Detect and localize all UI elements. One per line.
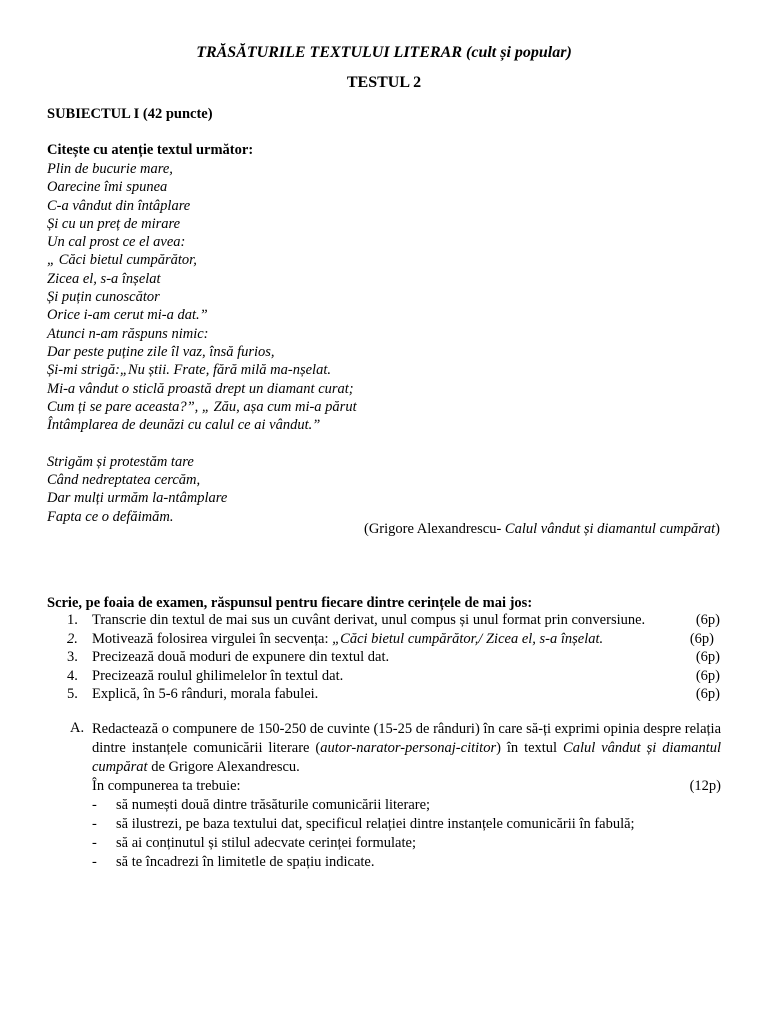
source-end: ) bbox=[715, 521, 720, 537]
bullet-text: să numești două dintre trăsăturile comunicării literare; bbox=[116, 797, 431, 813]
list-item bbox=[70, 853, 721, 872]
list-item bbox=[70, 796, 721, 815]
reading-instruction: Citește cu atenție textul următor: bbox=[47, 142, 254, 158]
source-title: Calul vândut și diamantul cumpărat bbox=[504, 521, 716, 537]
item-text: Explică, în 5-6 rânduri, morala fabulei. bbox=[92, 686, 319, 702]
requirements-heading: Scrie, pe foaia de examen, răspunsul pentru fiecare dintre cerințele de mai jos: bbox=[47, 595, 533, 611]
item-number: 3. bbox=[67, 649, 78, 665]
poem-line: Fapta ce o defăimăm. bbox=[47, 508, 174, 525]
poem-line: Cum ți se pare aceasta?”, „ Zău, așa cum mi-a părut bbox=[47, 398, 357, 415]
item-text: Motivează folosirea virgulei în secvența: „Căci bietul cumpărător,/ Zicea el, s-a înșelat. bbox=[92, 630, 604, 647]
poem-line: Întâmplarea de deunăzi cu calul ce ai vândut.” bbox=[47, 417, 321, 434]
poem-line: Un cal prost ce el avea: bbox=[47, 234, 186, 251]
poem-line: Plin de bucurie mare, bbox=[47, 161, 173, 177]
poem-line: Când nedreptatea cercăm, bbox=[47, 472, 201, 489]
item-points: (6p) bbox=[695, 667, 720, 684]
poem-line: Și cu un preț de mirare bbox=[47, 215, 181, 232]
poem-line: Mi-a vândut o sticlă proastă drept un diamant curat; bbox=[47, 380, 354, 397]
dash: - bbox=[92, 835, 97, 851]
item-points: (6p) bbox=[689, 630, 714, 647]
poem-line: Dar mulți urmăm la-ntâmplare bbox=[47, 490, 228, 507]
section-heading: SUBIECTUL I (42 puncte) bbox=[47, 106, 213, 122]
poem-line: Strigăm și protestăm tare bbox=[47, 453, 194, 470]
page-title: TRĂSĂTURILE TEXTULUI LITERAR (cult și popular) bbox=[196, 44, 572, 61]
item-points: (6p) bbox=[695, 686, 720, 702]
dash: - bbox=[92, 797, 97, 813]
list-item bbox=[70, 815, 721, 834]
task-letter: A. bbox=[70, 720, 85, 736]
poem-line: Orice i-am cerut mi-a dat.” bbox=[47, 307, 208, 324]
item-text: Precizează două moduri de expunere din textul dat. bbox=[92, 649, 390, 665]
item-number: 4. bbox=[67, 667, 78, 684]
criteria-label: În compunerea ta trebuie: bbox=[92, 778, 241, 794]
source-author: (Grigore Alexandrescu- bbox=[363, 521, 502, 537]
poem-text bbox=[47, 160, 357, 526]
item-number: 2. bbox=[67, 630, 78, 647]
list-item bbox=[47, 630, 720, 649]
list-item bbox=[70, 834, 721, 853]
poem-line: C-a vândut din întâplare bbox=[47, 197, 191, 214]
bullet-text: să te încadrezi în limitetle de spațiu indicate. bbox=[116, 854, 375, 870]
poem-source bbox=[364, 521, 720, 538]
poem-line: Oarecine îmi spunea bbox=[47, 179, 168, 196]
poem-line: Și puțin cunoscător bbox=[47, 289, 160, 306]
dash: - bbox=[92, 854, 97, 870]
item-points: (6p) bbox=[695, 612, 720, 628]
list-item bbox=[47, 667, 720, 686]
criteria-row bbox=[92, 777, 721, 796]
poem-line: Dar peste puține zile îl vaz, însă furios, bbox=[47, 343, 275, 360]
list-item bbox=[47, 685, 720, 704]
test-number: TESTUL 2 bbox=[346, 74, 422, 91]
item-number: 5. bbox=[67, 686, 78, 702]
bullet-text: să ai conținutul și stilul adecvate cerinței formulate; bbox=[116, 835, 416, 851]
poem-line: Și-mi strigă:„Nu știi. Frate, fără milă ma-nșelat. bbox=[47, 362, 331, 379]
item-number: 1. bbox=[67, 612, 78, 628]
bullet-text: să ilustrezi, pe baza textului dat, specificul relației dintre instanțele comunicării în fabulă; bbox=[116, 816, 635, 832]
list-item bbox=[47, 648, 720, 667]
item-text: Precizează roulul ghilimelelor în textul dat. bbox=[92, 667, 344, 684]
item-text: Transcrie din textul de mai sus un cuvânt derivat, unul compus și unul format prin conversiune. bbox=[92, 612, 646, 628]
dash: - bbox=[92, 816, 97, 832]
composition-prompt: Redactează o compunere de 150-250 de cuvinte (15-25 de rânduri) în care să-ți exprimi opinia despre relația dintre instanțele comunicării literare (autor-narator-personaj-cititor) în textul Calul vândut și diamantul cumpărat de Grigore Alexandrescu. bbox=[92, 721, 722, 775]
poem-line: Atunci n-am răspuns nimic: bbox=[47, 325, 209, 342]
criteria-points: (12p) bbox=[689, 778, 721, 794]
poem-line: „ Căci bietul cumpărător, bbox=[47, 252, 197, 269]
list-item bbox=[47, 611, 720, 630]
poem-line: Zicea el, s-a înșelat bbox=[47, 270, 161, 287]
composition-task bbox=[70, 720, 721, 872]
requirements-list bbox=[47, 611, 720, 704]
item-points: (6p) bbox=[695, 649, 720, 665]
